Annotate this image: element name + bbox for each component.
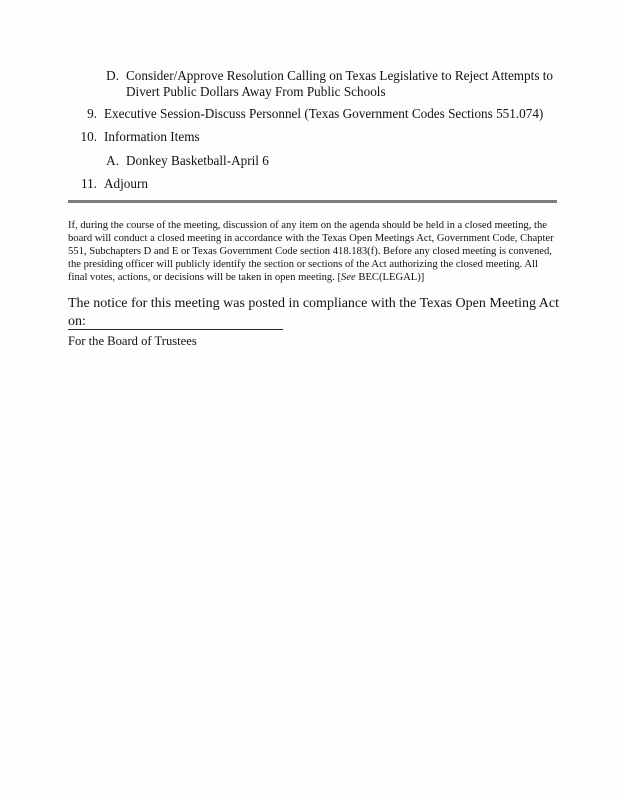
closed-meeting-notice: [68, 219, 554, 285]
section-divider: [68, 200, 557, 203]
closed-meeting-notice-part1: If, during the course of the meeting, discussion of any item on the agenda should be held in a closed meeting, the board will conduct a closed meeting in accordance with the Texas Open Meetings Act, Government Code, Chapter 551, Subchapters D and E or Texas Government Code section 418.183(f). Before any closed meeting is convened, the presiding officer will publicly identify the section or sections of the Act authorizing the closed meeting. All final votes, actions, or decisions will be taken in open meeting. [: [68, 219, 554, 284]
agenda-item-text: Executive Session-Discuss Personnel (Texas Government Codes Sections 551.074): [104, 105, 544, 121]
spacer: [0, 146, 618, 153]
agenda-item-text: Adjourn: [104, 176, 148, 192]
agenda-list: [0, 68, 618, 192]
agenda-item-d: [0, 68, 618, 101]
spacer: [0, 169, 618, 176]
agenda-item-text: Consider/Approve Resolution Calling on Texas Legislative to Reject Attempts to Divert Public Dollars Away From Public Schools: [126, 68, 554, 100]
posting-notice: The notice for this meeting was posted in compliance with the Texas Open Meeting Act on:: [68, 296, 559, 329]
agenda-item-marker: A.: [106, 152, 119, 168]
closed-meeting-notice-part2: BEC(LEGAL)]: [355, 272, 425, 284]
agenda-item-marker: 11.: [81, 176, 97, 192]
spacer: [0, 122, 618, 129]
agenda-item-text: Information Items: [104, 129, 200, 145]
signature-line: [68, 329, 283, 330]
agenda-item-11: [0, 176, 618, 192]
signature-caption: For the Board of Trustees: [68, 334, 197, 348]
agenda-item-marker: 9.: [87, 105, 97, 121]
closed-meeting-notice-see-citation: See: [341, 272, 356, 284]
agenda-item-text: Donkey Basketball-April 6: [126, 152, 269, 168]
agenda-item-10: [0, 129, 618, 145]
agenda-item-marker: 10.: [80, 129, 97, 145]
agenda-item-a: [0, 153, 618, 169]
agenda-item-9: [0, 106, 618, 122]
agenda-item-marker: D.: [106, 68, 119, 83]
